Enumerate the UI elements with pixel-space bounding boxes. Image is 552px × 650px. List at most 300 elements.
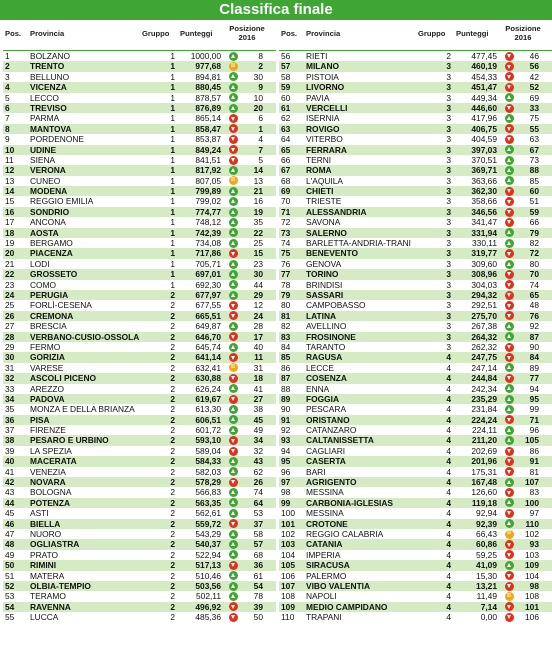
points-cell: 397,03 xyxy=(471,144,497,155)
trend-cell xyxy=(505,456,515,466)
table-row xyxy=(279,477,552,487)
rank-cell: 50 xyxy=(5,560,15,571)
points-cell: 817,92 xyxy=(195,165,221,176)
province-cell: LATINA xyxy=(306,310,337,321)
previous-position-cell: 54 xyxy=(253,580,263,591)
arrow-up-icon xyxy=(229,239,238,248)
points-cell: 262,32 xyxy=(471,341,497,352)
previous-position-cell: 1 xyxy=(258,123,263,134)
province-cell: BARLETTA-ANDRIA-TRANI xyxy=(306,238,412,249)
points-cell: 880,45 xyxy=(195,82,221,93)
rank-cell: 82 xyxy=(281,321,291,332)
table-row xyxy=(3,498,276,508)
table-row xyxy=(3,300,276,310)
province-cell: AVELLINO xyxy=(306,321,347,332)
table-row xyxy=(279,321,552,331)
points-cell: 977,68 xyxy=(195,61,221,72)
group-cell: 4 xyxy=(446,445,451,456)
rank-cell: 35 xyxy=(5,404,15,415)
group-cell: 1 xyxy=(170,154,175,165)
table-row xyxy=(3,165,276,175)
rank-cell: 107 xyxy=(281,580,295,591)
table-row xyxy=(3,311,276,321)
province-cell: SALERNO xyxy=(306,227,347,238)
table-row xyxy=(279,581,552,591)
previous-position-cell: 24 xyxy=(253,310,263,321)
equal-icon xyxy=(505,530,514,539)
rank-cell: 34 xyxy=(5,393,15,404)
points-cell: 641,14 xyxy=(195,352,221,363)
trend-cell xyxy=(505,280,515,290)
points-cell: 876,89 xyxy=(195,102,221,113)
arrow-up-icon xyxy=(229,530,238,539)
points-cell: 593,10 xyxy=(195,435,221,446)
rank-cell: 110 xyxy=(281,612,295,623)
rank-cell: 45 xyxy=(5,508,15,519)
table-row xyxy=(279,176,552,186)
trend-cell xyxy=(229,425,239,435)
trend-cell xyxy=(505,384,515,394)
previous-position-cell: 84 xyxy=(529,352,539,363)
group-cell: 3 xyxy=(446,144,451,155)
points-cell: 502,11 xyxy=(196,591,221,602)
group-cell: 1 xyxy=(170,144,175,155)
arrow-down-icon xyxy=(505,52,514,61)
table-row xyxy=(279,529,552,539)
points-cell: 404,59 xyxy=(471,134,497,145)
province-cell: VITERBO xyxy=(306,134,343,145)
group-cell: 3 xyxy=(446,310,451,321)
rank-cell: 2 xyxy=(5,61,10,72)
table-row xyxy=(3,612,276,622)
province-cell: ENNA xyxy=(306,383,330,394)
group-cell: 1 xyxy=(170,227,175,238)
group-cell: 3 xyxy=(446,154,451,165)
trend-cell xyxy=(229,196,239,206)
province-cell: TRAPANI xyxy=(306,612,342,623)
table-row xyxy=(279,352,552,362)
arrow-down-icon xyxy=(229,613,238,622)
arrow-down-icon xyxy=(505,270,514,279)
trend-cell xyxy=(229,217,239,227)
arrow-up-icon xyxy=(229,592,238,601)
previous-position-cell: 90 xyxy=(529,341,539,352)
rank-cell: 88 xyxy=(281,383,291,394)
rank-cell: 86 xyxy=(281,362,291,373)
province-cell: CREMONA xyxy=(30,310,74,321)
points-cell: 247,75 xyxy=(471,352,497,363)
previous-position-cell: 80 xyxy=(529,258,539,269)
trend-cell xyxy=(229,519,239,529)
trend-cell xyxy=(229,539,239,549)
arrow-down-icon xyxy=(229,478,238,487)
table-row xyxy=(279,435,552,445)
table-row xyxy=(279,404,552,414)
previous-position-cell: 45 xyxy=(253,414,263,425)
trend-cell xyxy=(505,51,515,61)
group-cell: 2 xyxy=(170,580,175,591)
rank-cell: 81 xyxy=(281,310,291,321)
arrow-down-icon xyxy=(505,197,514,206)
previous-position-cell: 27 xyxy=(253,393,263,404)
arrow-up-icon xyxy=(505,166,514,175)
arrow-down-icon xyxy=(505,343,514,352)
trend-cell xyxy=(505,415,515,425)
header-posizione-year: 2016 xyxy=(238,32,256,42)
trend-cell xyxy=(229,155,239,165)
trend-cell xyxy=(505,290,515,300)
trend-cell xyxy=(229,529,239,539)
trend-cell xyxy=(505,259,515,269)
previous-position-cell: 46 xyxy=(529,51,539,61)
previous-position-cell: 26 xyxy=(253,477,263,488)
trend-cell xyxy=(505,560,515,570)
group-cell: 4 xyxy=(446,435,451,446)
points-cell: 630,88 xyxy=(195,373,221,384)
table-row xyxy=(279,415,552,425)
table-row xyxy=(3,477,276,487)
rank-cell: 25 xyxy=(5,300,15,311)
previous-position-cell: 39 xyxy=(253,601,263,612)
header-posizione-label: Posizione xyxy=(505,24,541,33)
points-cell: 235,29 xyxy=(471,393,497,404)
ranking-column-left xyxy=(3,22,276,622)
province-cell: CUNEO xyxy=(30,175,61,186)
group-cell: 2 xyxy=(170,352,175,363)
arrow-up-icon xyxy=(229,322,238,331)
previous-position-cell: 12 xyxy=(253,300,263,311)
trend-cell xyxy=(505,487,515,497)
province-cell: AREZZO xyxy=(30,383,64,394)
province-cell: NUORO xyxy=(30,528,62,539)
trend-cell xyxy=(229,508,239,518)
trend-cell xyxy=(229,113,239,123)
previous-position-cell: 28 xyxy=(253,321,263,332)
table-row xyxy=(279,519,552,529)
previous-position-cell: 16 xyxy=(253,196,263,207)
group-cell: 2 xyxy=(170,497,175,508)
arrow-up-icon xyxy=(229,187,238,196)
province-cell: SAVONA xyxy=(306,217,341,228)
rank-cell: 54 xyxy=(5,601,15,612)
province-cell: VIBO VALENTIA xyxy=(306,580,371,591)
table-row xyxy=(3,228,276,238)
previous-position-cell: 52 xyxy=(529,82,539,93)
group-cell: 4 xyxy=(446,487,451,498)
points-cell: 175,31 xyxy=(471,466,497,477)
previous-position-cell: 71 xyxy=(529,414,539,425)
trend-cell xyxy=(229,238,239,248)
table-row xyxy=(3,487,276,497)
trend-cell xyxy=(229,332,239,342)
table-row xyxy=(3,196,276,206)
previous-position-cell: 89 xyxy=(529,362,539,373)
table-row xyxy=(279,487,552,497)
group-cell: 3 xyxy=(446,61,451,72)
arrow-down-icon xyxy=(505,447,514,456)
table-header xyxy=(279,22,552,51)
group-cell: 2 xyxy=(170,487,175,498)
arrow-up-icon xyxy=(229,83,238,92)
rank-cell: 84 xyxy=(281,341,291,352)
trend-cell xyxy=(505,113,515,123)
arrow-down-icon xyxy=(505,457,514,466)
rank-cell: 6 xyxy=(5,102,10,113)
rank-cell: 4 xyxy=(5,82,10,93)
province-cell: GROSSETO xyxy=(30,269,78,280)
points-cell: 717,86 xyxy=(195,248,221,259)
points-cell: 460,19 xyxy=(471,61,497,72)
province-cell: VARESE xyxy=(30,362,64,373)
group-cell: 1 xyxy=(170,61,175,72)
trend-cell xyxy=(505,404,515,414)
previous-position-cell: 104 xyxy=(525,570,539,581)
points-cell: 632,41 xyxy=(195,362,221,373)
previous-position-cell: 67 xyxy=(529,144,539,155)
group-cell: 2 xyxy=(170,549,175,560)
group-cell: 1 xyxy=(170,269,175,280)
arrow-down-icon xyxy=(229,447,238,456)
rank-cell: 19 xyxy=(5,238,15,249)
group-cell: 1 xyxy=(170,82,175,93)
previous-position-cell: 96 xyxy=(529,425,539,436)
province-cell: OLBIA-TEMPIO xyxy=(30,580,91,591)
table-row xyxy=(3,508,276,518)
province-cell: SASSARI xyxy=(306,289,344,300)
arrow-up-icon xyxy=(229,467,238,476)
arrow-down-icon xyxy=(505,602,514,611)
province-cell: AOSTA xyxy=(30,227,59,238)
rows-right xyxy=(279,51,552,622)
table-row xyxy=(3,519,276,529)
table-row xyxy=(3,207,276,217)
trend-cell xyxy=(505,373,515,383)
group-cell: 4 xyxy=(446,393,451,404)
previous-position-cell: 7 xyxy=(258,144,263,155)
trend-cell xyxy=(505,467,515,477)
arrow-down-icon xyxy=(229,249,238,258)
header-posizione-label: Posizione xyxy=(229,24,265,33)
previous-position-cell: 17 xyxy=(253,331,263,342)
arrow-up-icon xyxy=(229,415,238,424)
trend-cell xyxy=(229,560,239,570)
table-row xyxy=(3,456,276,466)
group-cell: 2 xyxy=(170,321,175,332)
table-row xyxy=(3,238,276,248)
trend-cell xyxy=(229,384,239,394)
group-cell: 1 xyxy=(170,217,175,228)
table-row xyxy=(3,332,276,342)
previous-position-cell: 103 xyxy=(525,549,539,560)
points-cell: 231,84 xyxy=(471,404,497,415)
previous-position-cell: 109 xyxy=(525,560,539,571)
table-row xyxy=(3,550,276,560)
group-cell: 1 xyxy=(170,248,175,259)
group-cell: 2 xyxy=(170,456,175,467)
points-cell: 858,47 xyxy=(195,123,221,134)
group-cell: 4 xyxy=(446,549,451,560)
table-row xyxy=(3,425,276,435)
previous-position-cell: 92 xyxy=(529,321,539,332)
trend-cell xyxy=(229,602,239,612)
province-cell: TRENTO xyxy=(30,61,65,72)
points-cell: 748,12 xyxy=(195,217,221,228)
previous-position-cell: 35 xyxy=(253,217,263,228)
points-cell: 559,72 xyxy=(195,518,221,529)
table-row xyxy=(279,290,552,300)
arrow-down-icon xyxy=(505,124,514,133)
group-cell: 2 xyxy=(170,477,175,488)
points-cell: 362,30 xyxy=(471,186,497,197)
rank-cell: 75 xyxy=(281,248,291,259)
arrow-down-icon xyxy=(505,467,514,476)
rank-cell: 18 xyxy=(5,227,15,238)
points-cell: 66,43 xyxy=(476,528,497,539)
group-cell: 4 xyxy=(446,383,451,394)
province-cell: TARANTO xyxy=(306,341,346,352)
province-cell: LA SPEZIA xyxy=(30,445,72,456)
table-row xyxy=(3,342,276,352)
previous-position-cell: 69 xyxy=(529,92,539,103)
previous-position-cell: 102 xyxy=(525,528,539,539)
table-row xyxy=(279,145,552,155)
table-row xyxy=(279,332,552,342)
points-cell: 613,30 xyxy=(195,404,221,415)
table-row xyxy=(279,550,552,560)
province-cell: CATANIA xyxy=(306,539,343,550)
arrow-down-icon xyxy=(505,187,514,196)
points-cell: 649,87 xyxy=(195,321,221,332)
trend-cell xyxy=(229,394,239,404)
group-cell: 2 xyxy=(170,528,175,539)
province-cell: PARMA xyxy=(30,113,60,124)
rank-cell: 48 xyxy=(5,539,15,550)
points-cell: 865,14 xyxy=(195,113,221,124)
group-cell: 2 xyxy=(170,435,175,446)
group-cell: 2 xyxy=(170,570,175,581)
points-cell: 446,60 xyxy=(471,102,497,113)
arrow-up-icon xyxy=(229,52,238,61)
previous-position-cell: 18 xyxy=(253,373,263,384)
previous-position-cell: 50 xyxy=(253,612,263,623)
trend-cell xyxy=(229,300,239,310)
rank-cell: 106 xyxy=(281,570,295,581)
rank-cell: 68 xyxy=(281,175,291,186)
arrow-down-icon xyxy=(229,561,238,570)
arrow-down-icon xyxy=(505,488,514,497)
points-cell: 619,67 xyxy=(195,393,221,404)
previous-position-cell: 73 xyxy=(529,154,539,165)
points-cell: 774,77 xyxy=(195,206,221,217)
province-cell: CATANZARO xyxy=(306,425,357,436)
table-row xyxy=(3,269,276,279)
group-cell: 3 xyxy=(446,289,451,300)
previous-position-cell: 61 xyxy=(253,570,263,581)
rank-cell: 8 xyxy=(5,123,10,134)
points-cell: 578,29 xyxy=(195,477,221,488)
arrow-down-icon xyxy=(505,291,514,300)
arrow-down-icon xyxy=(505,550,514,559)
points-cell: 369,71 xyxy=(471,165,497,176)
previous-position-cell: 30 xyxy=(253,269,263,280)
province-cell: IMPERIA xyxy=(306,549,341,560)
rank-cell: 46 xyxy=(5,518,15,529)
points-cell: 59,25 xyxy=(476,549,497,560)
trend-cell xyxy=(505,571,515,581)
arrow-up-icon xyxy=(229,426,238,435)
rank-cell: 29 xyxy=(5,341,15,352)
group-cell: 2 xyxy=(170,310,175,321)
previous-position-cell: 41 xyxy=(253,383,263,394)
points-cell: 584,33 xyxy=(195,456,221,467)
trend-cell xyxy=(505,519,515,529)
group-cell: 1 xyxy=(170,238,175,249)
rank-cell: 93 xyxy=(281,435,291,446)
province-cell: TERAMO xyxy=(30,591,66,602)
province-cell: FOGGIA xyxy=(306,393,340,404)
points-cell: 1000,00 xyxy=(190,51,221,61)
province-cell: MACERATA xyxy=(30,456,77,467)
province-cell: PISA xyxy=(30,414,50,425)
points-cell: 677,97 xyxy=(195,289,221,300)
table-row xyxy=(279,300,552,310)
arrow-down-icon xyxy=(229,135,238,144)
points-cell: 645,74 xyxy=(195,341,221,352)
arrow-down-icon xyxy=(505,62,514,71)
group-cell: 3 xyxy=(446,123,451,134)
arrow-up-icon xyxy=(229,228,238,237)
province-cell: VERCELLI xyxy=(306,102,348,113)
rank-cell: 78 xyxy=(281,279,291,290)
province-cell: NOVARA xyxy=(30,477,66,488)
previous-position-cell: 66 xyxy=(529,217,539,228)
arrow-up-icon xyxy=(229,343,238,352)
table-row xyxy=(279,124,552,134)
table-row xyxy=(3,93,276,103)
province-cell: COMO xyxy=(30,279,57,290)
ranking-column-right xyxy=(279,22,552,622)
points-cell: 540,37 xyxy=(195,539,221,550)
arrow-up-icon xyxy=(505,239,514,248)
previous-position-cell: 62 xyxy=(253,466,263,477)
province-cell: SONDRIO xyxy=(30,206,70,217)
rank-cell: 52 xyxy=(5,580,15,591)
previous-position-cell: 78 xyxy=(253,591,263,602)
previous-position-cell: 2 xyxy=(258,61,263,72)
previous-position-cell: 86 xyxy=(529,445,539,456)
previous-position-cell: 76 xyxy=(529,310,539,321)
points-cell: 330,11 xyxy=(472,238,497,249)
group-cell: 3 xyxy=(446,300,451,311)
points-cell: 449,34 xyxy=(471,92,497,103)
table-row xyxy=(3,321,276,331)
group-cell: 4 xyxy=(446,477,451,488)
arrow-down-icon xyxy=(229,145,238,154)
table-row xyxy=(279,467,552,477)
group-cell: 3 xyxy=(446,102,451,113)
previous-position-cell: 42 xyxy=(529,71,539,82)
previous-position-cell: 36 xyxy=(253,560,263,571)
group-cell: 4 xyxy=(446,456,451,467)
rank-cell: 36 xyxy=(5,414,15,425)
points-cell: 309,60 xyxy=(471,258,497,269)
previous-position-cell: 93 xyxy=(529,539,539,550)
arrow-down-icon xyxy=(505,374,514,383)
table-row xyxy=(3,571,276,581)
points-cell: 406,75 xyxy=(471,123,497,134)
rank-cell: 94 xyxy=(281,445,291,456)
arrow-up-icon xyxy=(505,436,514,445)
